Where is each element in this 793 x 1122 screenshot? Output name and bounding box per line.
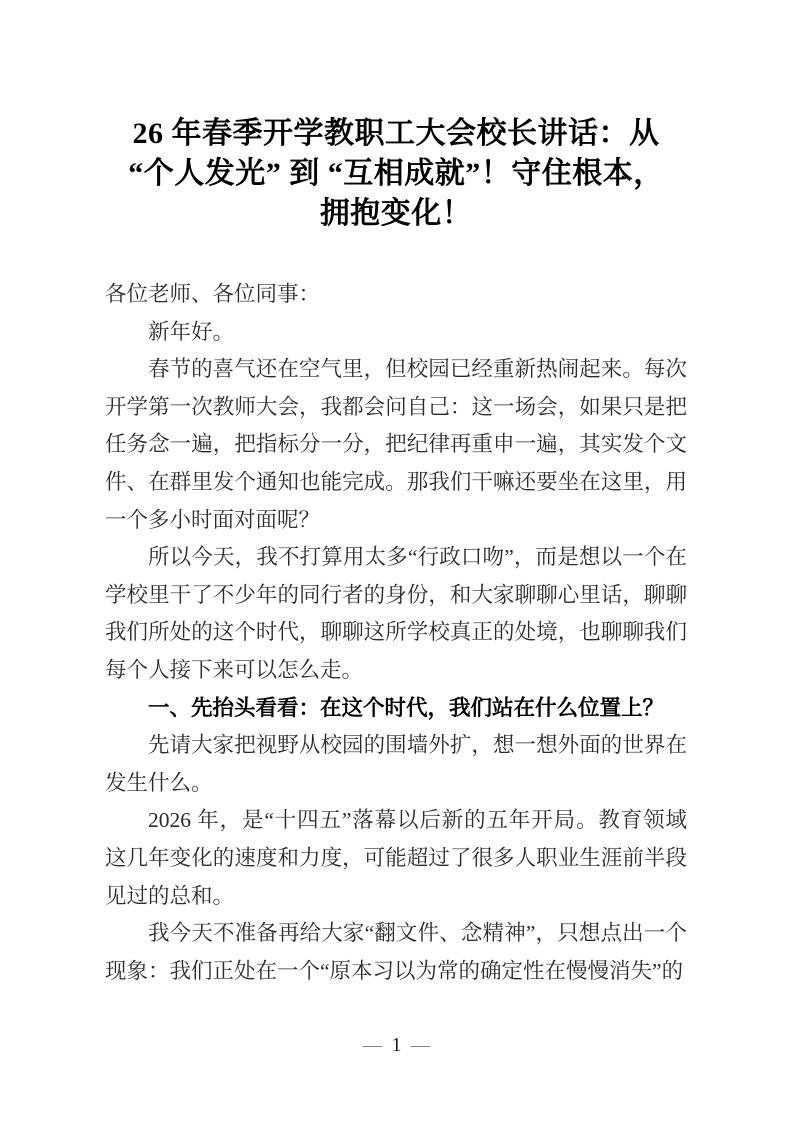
- title-line-3: 拥抱变化！: [319, 197, 473, 230]
- paragraph-opening: 春节的喜气还在空气里，但校园已经重新热闹起来。每次开学第一次教师大会，我都会问自己：这一场会，如果只是把任务念一遍，把指标分一分，把纪律再重申一遍，其实发个文件、在群里发个通知也能完成。那我们干嘛还要坐在这里，用一个多小时面对面呢？: [105, 357, 687, 532]
- footer-right-dash: —: [410, 1034, 431, 1056]
- document-title: [105, 114, 687, 234]
- title-line-2: “个人发光” 到 “互相成就”！守住根本，: [128, 157, 664, 190]
- paragraph-greeting: 新年好。: [148, 319, 235, 344]
- footer-left-dash: —: [362, 1034, 383, 1056]
- page-number: 1: [391, 1034, 402, 1056]
- page-footer: [0, 1033, 793, 1057]
- paragraph-intent: 所以今天，我不打算用太多“行政口吻”，而是想以一个在学校里干了不少年的同行者的身份，和大家聊聊心里话，聊聊我们所处的这个时代，聊聊这所学校真正的处境，也聊聊我们每个人接下来可以怎么走。: [105, 545, 687, 682]
- document-content: [105, 114, 687, 990]
- title-line-1: 26 年春季开学教职工大会校长讲话：从: [132, 117, 660, 150]
- paragraph-2026: 2026 年，是“十四五”落幕以后新的五年开局。教育领域这几年变化的速度和力度，可能超过了很多人职业生涯前半段见过的总和。: [105, 808, 687, 908]
- paragraph-outlook: 先请大家把视野从校园的围墙外扩，想一想外面的世界在发生什么。: [105, 733, 687, 795]
- salutation: 各位老师、各位同事：: [105, 282, 321, 306]
- paragraph-phenomenon: 我今天不准备再给大家“翻文件、念精神”，只想点出一个现象：我们正处在一个“原本习以为常的确定性在慢慢消失”的: [105, 921, 687, 983]
- section-heading-1: 一、先抬头看看：在这个时代，我们站在什么位置上？: [148, 695, 665, 720]
- document-body: [105, 276, 687, 990]
